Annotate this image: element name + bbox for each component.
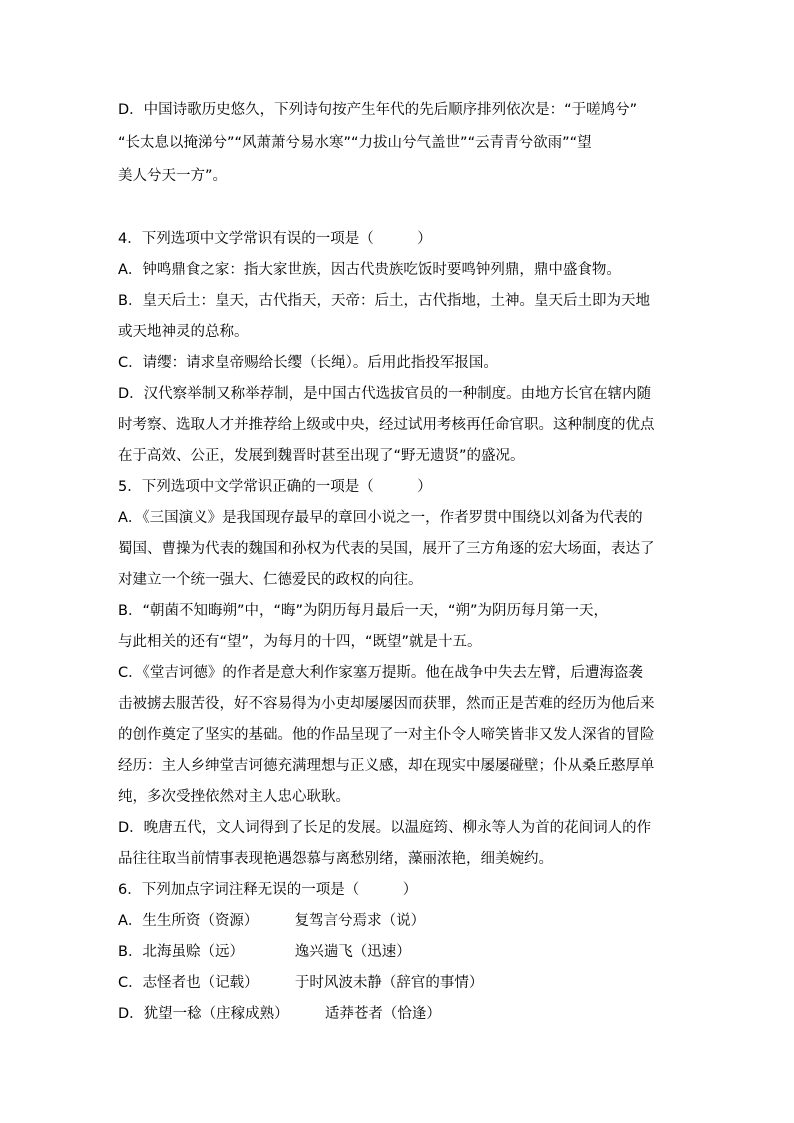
question-3-option-d-line-2: “长太息以掩涕兮”“风萧萧兮易水寒”“力拔山兮气盖世”“云青青兮欲雨”“望 bbox=[118, 135, 592, 151]
question-4-option-d-line-1: D．汉代察举制又称举荐制，是中国古代选拔官员的一种制度。由地方长官在辖内随 bbox=[118, 386, 652, 402]
question-5-option-d-line-1: D．晚唐五代，文人词得到了长足的发展。以温庭筠、柳永等人为首的花间词人的作 bbox=[118, 820, 652, 836]
question-5-option-a-line-3: 对建立一个统一强大、仁德爱民的政权的向往。 bbox=[118, 572, 423, 588]
question-5-option-c-line-2: 击被掳去服苦役，好不容易得为小吏却屡屡因而获罪，然而正是苦难的经历为他后来 bbox=[118, 696, 655, 712]
question-5-option-d-line-2: 品往往取当前情事表现艳遇怨慕与离愁别绪，藻丽浓艳，细美婉约。 bbox=[118, 851, 553, 867]
question-3-option-d-line-1: D．中国诗歌历史悠久，下列诗句按产生年代的先后顺序排列依次是：“于嗟鸠兮” bbox=[118, 102, 638, 118]
question-4-option-b-line-1: B．皇天后土：皇天，古代指天，天帝：后土，古代指地，土神。皇天后土即为天地 bbox=[118, 293, 650, 309]
question-5-option-a-line-1: A．《三国演义》是我国现存最早的章回小说之一，作者罗贯中围绕以刘备为代表的 bbox=[118, 510, 643, 526]
question-6-stem: 6．下列加点字词注释无误的一项是（ ） bbox=[118, 882, 418, 898]
question-5-option-c-line-1: C．《堂吉诃德》的作者是意大利作家塞万提斯。他在战争中失去左臂，后遭海盗袭 bbox=[118, 665, 643, 681]
question-4-option-b-line-2: 或天地神灵的总称。 bbox=[118, 324, 249, 340]
question-6-option-b: B．北海虽赊（远） 逸兴遄飞（迅速） bbox=[118, 944, 411, 960]
question-5-option-b-line-2: 与此相关的还有“望”，为每月的十四，“既望”就是十五。 bbox=[118, 634, 482, 650]
question-6-option-a: A．生生所资（资源） 复驾言兮焉求（说） bbox=[118, 913, 426, 929]
question-4-option-d-line-3: 在于高效、公正，发展到魏晋时甚至出现了“野无遗贤”的盛况。 bbox=[118, 448, 525, 464]
question-4-option-d-line-2: 时考察、选取人才并推荐给上级或中央，经过试用考核再任命官职。这种制度的优点 bbox=[118, 417, 655, 433]
question-6-option-d: D．犹望一稔（庄稼成熟） 适莽苍者（恰逢） bbox=[118, 1006, 441, 1022]
question-5-stem: 5．下列选项中文学常识正确的一项是（ ） bbox=[118, 479, 432, 495]
question-5-option-c-line-5: 纯，多次受挫依然对主人忠心耿耿。 bbox=[118, 789, 350, 805]
question-5-option-c-line-3: 的创作奠定了坚实的基础。他的作品呈现了一对主仆令人啼笑皆非又发人深省的冒险 bbox=[118, 727, 655, 743]
question-5-option-c-line-4: 经历：主人乡绅堂吉诃德充满理想与正义感，却在现实中屡屡碰壁；仆从桑丘憨厚单 bbox=[118, 758, 655, 774]
question-5-option-b-line-1: B．“朝菌不知晦朔”中，“晦”为阴历每月最后一天，“朔”为阴历每月第一天， bbox=[118, 603, 609, 619]
question-6-option-c: C．志怪者也（记载） 于时风波未静（辞官的事情） bbox=[118, 975, 484, 991]
question-3-option-d-line-3: 美人兮天一方”。 bbox=[118, 168, 228, 184]
question-4-option-c: C．请缨：请求皇帝赐给长缨（长绳）。后用此指投军报国。 bbox=[118, 355, 498, 371]
question-5-option-a-line-2: 蜀国、曹操为代表的魏国和孙权为代表的吴国，展开了三方角逐的宏大场面，表达了 bbox=[118, 541, 655, 557]
question-4-option-a: A．钟鸣鼎食之家：指大家世族，因古代贵族吃饭时要鸣钟列鼎，鼎中盛食物。 bbox=[118, 262, 621, 278]
question-4-stem: 4．下列选项中文学常识有误的一项是（ ） bbox=[118, 231, 432, 247]
